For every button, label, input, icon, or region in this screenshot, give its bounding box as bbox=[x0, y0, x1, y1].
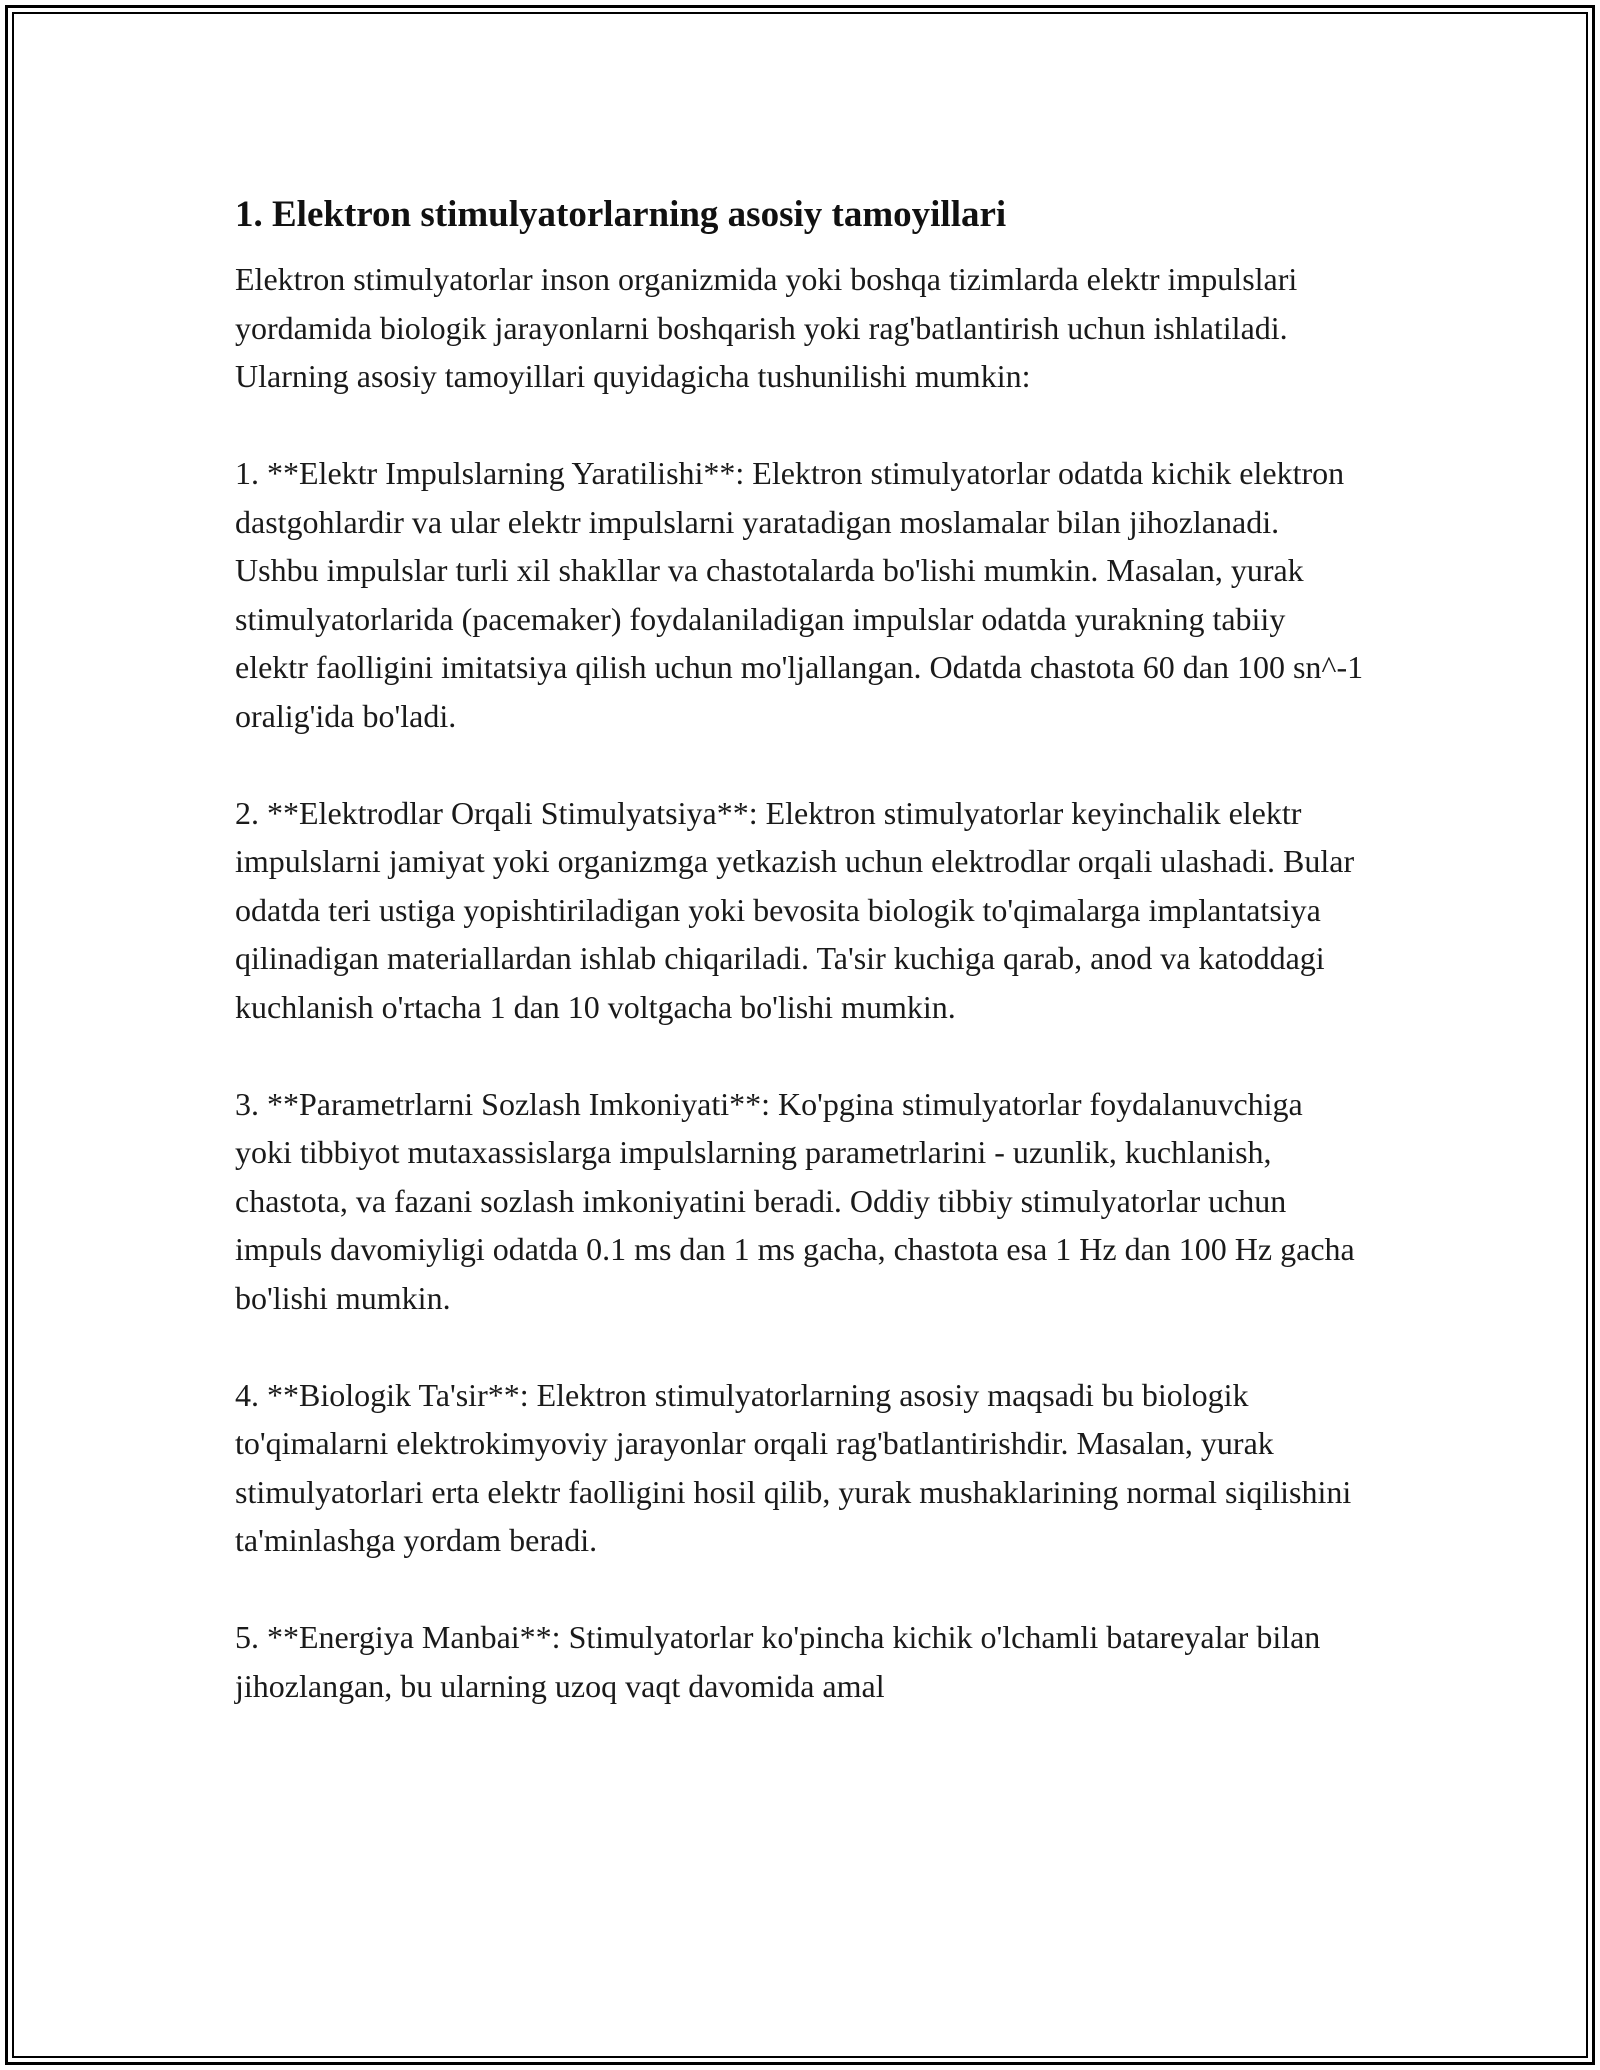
paragraph-parameter-settings: 3. **Parametrlarni Sozlash Imkoniyati**: Ko'pgina stimulyatorlar foydalanuvchiga yoki tibbiyot mutaxassislarga impulslarning parametrlarini - uzunlik, kuchlanish, chastota, va fazani sozlash imkoniyatini beradi. Oddiy tibbiy stimulyatorlar uchun impuls davomiyligi odatda 0.1 ms dan 1 ms gacha, chastota esa 1 Hz dan 100 Hz gacha bo'lishi mumkin. bbox=[235, 1085, 1355, 1316]
intro-paragraph: Elektron stimulyatorlar inson organizmida yoki boshqa tizimlarda elektr impulslari yordamida biologik jarayonlarni boshqarish yoki rag'batlantirish uchun ishlatiladi. Ularning asosiy tamoyillari quyidagicha tushunilishi mumkin: bbox=[235, 261, 1298, 394]
paragraph-biological-effect: 4. **Biologik Ta'sir**: Elektron stimulyatorlarning asosiy maqsadi bu biologik to'qimalarni elektrokimyoviy jarayonlar orqali rag'batlantirishdir. Masalan, yurak stimulyatorlari erta elektr faolligini hosil qilib, yurak mushaklarining normal siqilishini ta'minlashga yordam beradi. bbox=[235, 1376, 1352, 1558]
paragraph-electrode-stimulation: 2. **Elektrodlar Orqali Stimulyatsiya**: Elektron stimulyatorlar keyinchalik elektr impulslarni jamiyat yoki organizmga yetkazish uchun elektrodlar orqali ulashadi. Bular odatda teri ustiga yopishtiriladigan yoki bevosita biologik to'qimalarga implantatsiya qilinadigan materiallardan ishlab chiqariladi. Ta'sir kuchiga qarab, anod va katoddagi kuchlanish o'rtacha 1 dan 10 voltgacha bo'lishi mumkin. bbox=[235, 794, 1355, 1025]
paragraph-impulse-generation: 1. **Elektr Impulslarning Yaratilishi**: Elektron stimulyatorlar odatda kichik elektron dastgohlardir va ular elektr impulslarni yaratadigan moslamalar bilan jihozlanadi. Ushbu impulslar turli xil shakllar va chastotalarda bo'lishi mumkin. Masalan, yurak stimulyatorlarida (pacemaker) foydalaniladigan impulslar odatda yurakning tabiiy elektr faolligini imitatsiya qilish uchun mo'ljallangan. Odatda chastota 60 dan 100 sn^-1 oralig'ida bo'ladi. bbox=[235, 455, 1364, 734]
document-title: 1. Elektron stimulyatorlarning asosiy tamoyillari bbox=[235, 194, 1007, 235]
paragraph-energy-source: 5. **Energiya Manbai**: Stimulyatorlar ko'pincha kichik o'lchamli batareyalar bilan jihozlangan, bu ularning uzoq vaqt davomida amal bbox=[235, 1619, 1321, 1704]
document-body bbox=[235, 185, 1365, 1759]
